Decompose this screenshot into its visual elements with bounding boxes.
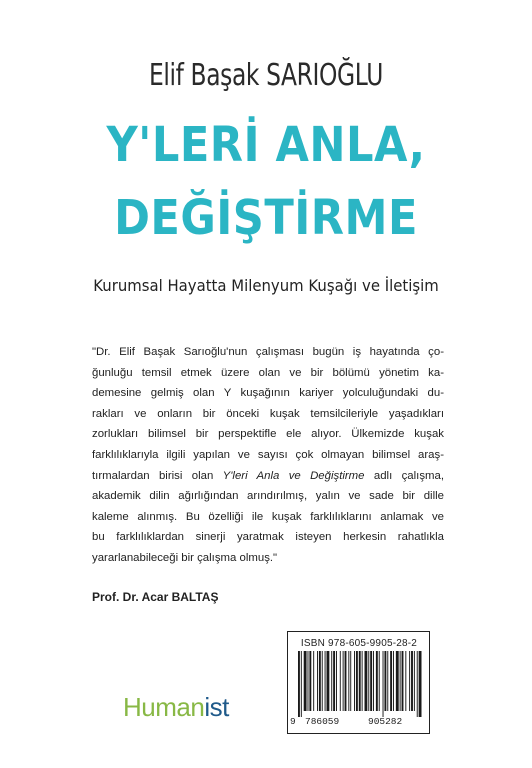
barcode-bar [304, 651, 307, 711]
quote-line: zorlukları bilimsel bir perspektifle ele alıyor. Ülkemizde kuşak [92, 428, 444, 441]
barcode-bar [319, 651, 321, 711]
barcode-bar [327, 651, 330, 711]
barcode-digit-group: 786059 [305, 716, 340, 727]
barcode-bar [414, 651, 415, 711]
barcode-bar [331, 651, 332, 711]
quote-line: demesine gelmiş olan Y kuşağının kariyer yolculuğundaki du- [92, 387, 444, 400]
barcode-bar [348, 651, 349, 711]
barcode-bar [409, 651, 410, 711]
barcode-bar [350, 651, 351, 711]
quote-line: ğunluğu temsil etmek üzere olan ve bir bölümü yönetim ka- [92, 366, 444, 379]
barcode-bar [301, 651, 302, 717]
quote-line: kaleme alınmış. Bu özelliği ile kuşak farklılıklarını anlamak ve [92, 510, 444, 523]
barcode-bars [294, 651, 424, 717]
barcode-bar [325, 651, 326, 711]
publisher-logo [123, 692, 229, 723]
barcode-bar [365, 651, 368, 711]
title-line-2: DEĞİŞTİRME [114, 190, 418, 246]
barcode-bar [362, 651, 363, 711]
quote-line [92, 466, 444, 487]
barcode-bar [345, 651, 347, 711]
barcode-bar [340, 651, 341, 711]
barcode-bar [419, 651, 422, 717]
endorsement-quote [92, 342, 444, 569]
barcode-bar [373, 651, 374, 711]
barcode-bar [343, 651, 344, 711]
barcode-bar [333, 651, 335, 711]
author-name: Elif Başak SARIOĞLU [149, 58, 383, 93]
quote-line: akademik dilin ağırlığından arındırılmış, yalın ve sade bir dille [92, 490, 444, 503]
barcode-bar [384, 651, 386, 711]
quote-line: farklılıklarıyla ilgili yapılan ve sayısı çok olmayan bilimsel araş- [92, 448, 444, 461]
barcode-bar [309, 651, 311, 711]
quote-line: bu farklılıklardan sinerji yaratmak isteyen herkesin rahatlıkla [92, 531, 444, 544]
barcode-bar [368, 651, 369, 711]
quote-line: yararlanabileceği bir çalışma olmuş." [92, 551, 278, 564]
subtitle: Kurumsal Hayatta Milenyum Kuşağı ve İletişim [93, 276, 439, 295]
barcode-bar [393, 651, 394, 711]
barcode-bar [356, 651, 358, 711]
barcode-bar [317, 651, 318, 711]
barcode-bar [411, 651, 413, 711]
barcode-bar [402, 651, 404, 711]
barcode-bar [308, 651, 309, 711]
barcode-bar [400, 651, 401, 711]
barcode-digit: 9 [290, 716, 296, 727]
barcode-bar [379, 651, 380, 711]
barcode-bar [387, 651, 388, 711]
quote-text: tırmalardan birisi olan [92, 469, 223, 482]
barcode-bar [298, 651, 300, 717]
quote-line: "Dr. Elif Başak Sarıoğlu'nun çalışması bugün iş hayatında ço- [92, 346, 444, 358]
barcode-bar [322, 651, 323, 711]
barcode-bar [376, 651, 378, 711]
barcode-bar [370, 651, 372, 711]
quoted-book-title: Y'leri Anla ve Değiştirme [222, 469, 365, 482]
barcode-bar [390, 651, 392, 711]
publisher-name-part: ist [204, 692, 229, 722]
title-line-1: Y'LERİ ANLA, [106, 117, 426, 173]
barcode-bar [417, 651, 418, 717]
quote-text: adlı çalışma, [364, 469, 445, 482]
barcode-bar [396, 651, 399, 711]
barcode-bar [359, 651, 361, 711]
barcode-bar [354, 651, 355, 711]
barcode-bar [383, 651, 384, 717]
barcode-digit-group: 905282 [368, 716, 403, 727]
barcode-bar [313, 651, 314, 711]
isbn-text: ISBN 978-605-9905-28-2 [300, 638, 418, 649]
isbn-barcode [287, 631, 430, 734]
quote-line: rakları ve onların bir önceki kuşak temsilcileriyle yaşadıkları [92, 407, 444, 420]
quote-attribution: Prof. Dr. Acar BALTAŞ [92, 590, 219, 604]
barcode-bar [405, 651, 406, 711]
barcode-bar [336, 651, 337, 711]
publisher-name-part: Human [123, 692, 205, 722]
